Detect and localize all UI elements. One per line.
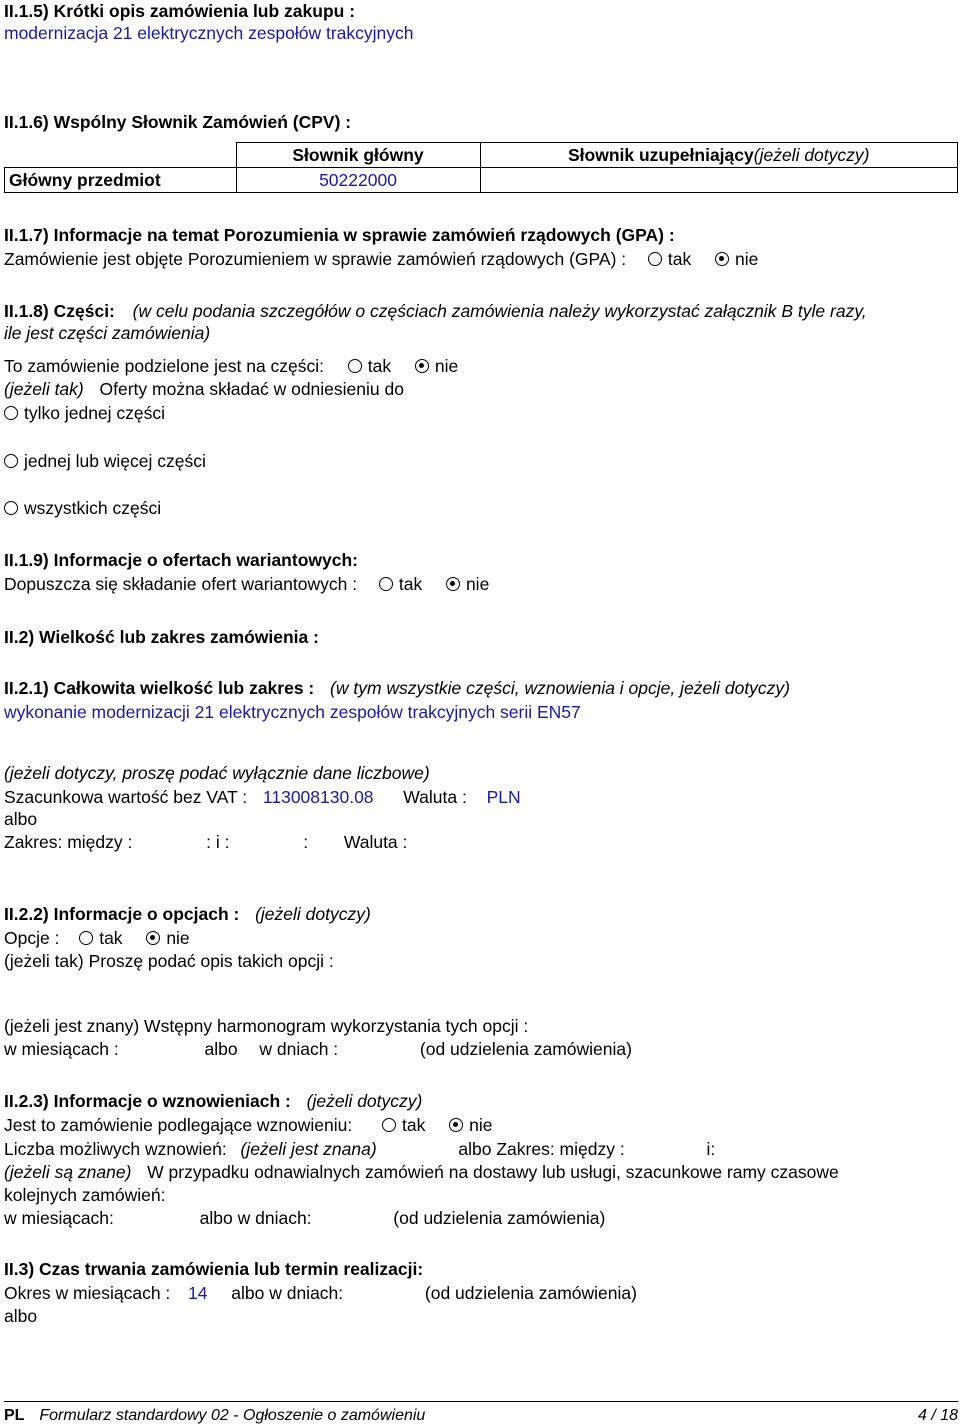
parts-more-label: jednej lub więcej części — [24, 451, 206, 471]
scope-note2: (jeżeli dotyczy, proszę podać wyłącznie dane liczbowe) — [4, 763, 430, 783]
options-yes-radio[interactable] — [79, 931, 93, 945]
parts-offers-label: Oferty można składać w odniesieniu do — [99, 379, 404, 399]
options-no-radio[interactable] — [146, 931, 160, 945]
short-description-value: modernizacja 21 elektrycznych zespołów trakcyjnych — [4, 23, 414, 43]
parts-no-label: nie — [434, 356, 459, 376]
variants-yes-radio[interactable] — [379, 577, 393, 591]
range-colon: : — [303, 832, 309, 852]
footer-form: Formularz standardowy 02 - Ogłoszenie o zamówieniu — [39, 1407, 426, 1424]
parts-note-line2: ile jest części zamówienia) — [4, 323, 211, 343]
renewals-range-i: i: — [706, 1139, 716, 1159]
renewals-from: (od udzielenia zamówienia) — [393, 1208, 606, 1228]
options-schedule: (jeżeli jest znany) Wstępny harmonogram wykorzystania tych opcji : — [4, 1016, 529, 1036]
cpv-row-label: Główny przedmiot — [5, 168, 237, 193]
range-row — [4, 831, 407, 853]
parts-option-more-row — [4, 450, 206, 472]
parts-yes-label: tak — [367, 356, 392, 376]
renewals-known-note: (jeżeli są znane) — [4, 1162, 132, 1182]
gpa-question-row — [4, 248, 758, 270]
estimated-value-row — [4, 786, 521, 808]
parts-one-radio[interactable] — [4, 406, 18, 420]
renewals-months-label: w miesiącach: — [4, 1208, 114, 1228]
section-heading-ii-1-9: II.1.9) Informacje o ofertach wariantowych: — [4, 550, 358, 570]
renewals-schedule-row — [4, 1207, 605, 1229]
renewals-question-row — [4, 1114, 492, 1136]
renewals-frame-row — [4, 1161, 839, 1183]
renewals-note: (jeżeli dotyczy) — [306, 1091, 423, 1111]
renewals-no-label: nie — [469, 1115, 493, 1135]
cpv-empty-cell — [5, 143, 237, 168]
parts-yes-radio[interactable] — [348, 359, 362, 373]
scope-value: wykonanie modernizacji 21 elektrycznych zespołów trakcyjnych serii EN57 — [4, 702, 581, 722]
range-and: : i : — [206, 832, 230, 852]
parts-no-radio[interactable] — [415, 359, 429, 373]
parts-if-yes: (jeżeli tak) — [4, 379, 84, 399]
footer-lang: PL — [4, 1407, 25, 1424]
renewals-question: Jest to zamówienie podlegające wznowieniu: — [4, 1115, 353, 1135]
duration-row — [4, 1282, 637, 1304]
footer-page-number: 4 / 18 — [917, 1407, 958, 1424]
renewals-heading-row — [4, 1090, 422, 1112]
section-heading-ii-3: II.3) Czas trwania zamówienia lub termin realizacji: — [4, 1259, 424, 1279]
cpv-header-supplementary-label: Słownik uzupełniający — [568, 145, 754, 165]
cpv-header-supplementary-note: (jeżeli dotyczy) — [753, 145, 870, 165]
options-days-label: w dniach : — [259, 1039, 339, 1059]
renewals-yes-radio[interactable] — [382, 1118, 396, 1132]
duration-months-value: 14 — [188, 1283, 208, 1303]
variants-question: Dopuszcza się składanie ofert wariantowych : — [4, 574, 358, 594]
gpa-yes-label: tak — [667, 249, 692, 269]
footer-left — [4, 1407, 425, 1425]
duration-from: (od udzielenia zamówienia) — [424, 1283, 637, 1303]
scope-heading-row — [4, 677, 790, 699]
options-schedule-row — [4, 1038, 632, 1060]
estimated-value-label: Szacunkowa wartość bez VAT : — [4, 787, 248, 807]
gpa-no-label: nie — [735, 249, 759, 269]
options-from: (od udzielenia zamówienia) — [419, 1039, 632, 1059]
options-row — [4, 927, 190, 949]
currency-label: Waluta : — [403, 787, 467, 807]
cpv-header-supplementary — [480, 143, 958, 168]
gpa-yes-radio[interactable] — [648, 252, 662, 266]
scope-or: albo — [4, 809, 38, 829]
variants-question-row — [4, 573, 489, 595]
renewals-count-label: Liczba możliwych wznowień: — [4, 1139, 227, 1159]
renewals-count-row — [4, 1138, 715, 1160]
scope-note: (w tym wszystkie części, wznowienia i opcje, jeżeli dotyczy) — [330, 678, 791, 698]
parts-question-row — [4, 355, 458, 377]
variants-yes-label: tak — [398, 574, 423, 594]
section-heading-ii-2-2: II.2.2) Informacje o opcjach : — [4, 904, 240, 924]
cpv-header-main: Słownik główny — [236, 143, 480, 168]
range-label: Zakres: między : — [4, 832, 133, 852]
footer-rule — [4, 1401, 958, 1402]
renewals-yes-label: tak — [402, 1115, 426, 1135]
options-or: albo — [204, 1039, 238, 1059]
renewals-no-radio[interactable] — [449, 1118, 463, 1132]
options-note: (jeżeli dotyczy) — [255, 904, 371, 924]
gpa-no-radio[interactable] — [715, 252, 729, 266]
estimated-value: 113008130.08 — [262, 787, 374, 807]
duration-or: albo — [4, 1306, 38, 1326]
parts-one-label: tylko jednej części — [24, 403, 166, 423]
section-heading-ii-2: II.2) Wielkość lub zakres zamówienia : — [4, 627, 319, 647]
duration-months-label: Okres w miesiącach : — [4, 1283, 171, 1303]
section-heading-ii-2-3: II.2.3) Informacje o wznowieniach : — [4, 1091, 291, 1111]
renewals-frame-line1: W przypadku odnawialnych zamówień na dostawy lub usługi, szacunkowe ramy czasowe — [147, 1162, 839, 1182]
renewals-range: albo Zakres: między : — [458, 1139, 625, 1159]
variants-no-radio[interactable] — [446, 577, 460, 591]
parts-option-all-row — [4, 497, 161, 519]
renewals-frame-line2: kolejnych zamówień: — [4, 1185, 166, 1205]
parts-offers-row — [4, 378, 404, 400]
options-no-label: nie — [166, 928, 190, 948]
renewals-count-note: (jeżeli jest znana) — [240, 1139, 377, 1159]
duration-days-label: albo w dniach: — [231, 1283, 344, 1303]
parts-all-radio[interactable] — [4, 501, 18, 515]
section-heading-ii-1-5: II.1.5) Krótki opis zamówienia lub zakupu : — [4, 1, 356, 21]
parts-note-line1: (w celu podania szczegółów o częściach zamówienia należy wykorzystać załącznik B tyle razy, — [132, 301, 867, 321]
section-heading-ii-1-6: II.1.6) Wspólny Słownik Zamówień (CPV) : — [4, 112, 352, 132]
parts-question: To zamówienie podzielone jest na części: — [4, 356, 325, 376]
parts-all-label: wszystkich części — [24, 498, 162, 518]
section-heading-ii-1-8: II.1.8) Części: — [4, 301, 115, 321]
variants-no-label: nie — [465, 574, 490, 594]
parts-more-radio[interactable] — [4, 454, 18, 468]
section-heading-ii-2-1: II.2.1) Całkowita wielkość lub zakres : — [4, 678, 315, 698]
options-label: Opcje : — [4, 928, 60, 948]
page-footer — [4, 1407, 958, 1425]
cpv-supplementary-code — [480, 168, 958, 193]
parts-heading-row — [4, 300, 867, 322]
cpv-main-code: 50222000 — [236, 168, 480, 193]
renewals-days-label: albo w dniach: — [199, 1208, 312, 1228]
parts-option-one-row — [4, 402, 165, 424]
options-months-label: w miesiącach : — [4, 1039, 119, 1059]
section-heading-ii-1-7: II.1.7) Informacje na temat Porozumienia w sprawie zamówień rządowych (GPA) : — [4, 225, 675, 245]
cpv-table — [4, 142, 958, 193]
currency-value: PLN — [486, 787, 521, 807]
options-describe: (jeżeli tak) Proszę podać opis takich opcji : — [4, 951, 334, 971]
options-heading-row — [4, 903, 371, 925]
range-currency: Waluta : — [343, 832, 408, 852]
gpa-question: Zamówienie jest objęte Porozumieniem w sprawie zamówień rządowych (GPA) : — [4, 249, 627, 269]
options-yes-label: tak — [99, 928, 123, 948]
